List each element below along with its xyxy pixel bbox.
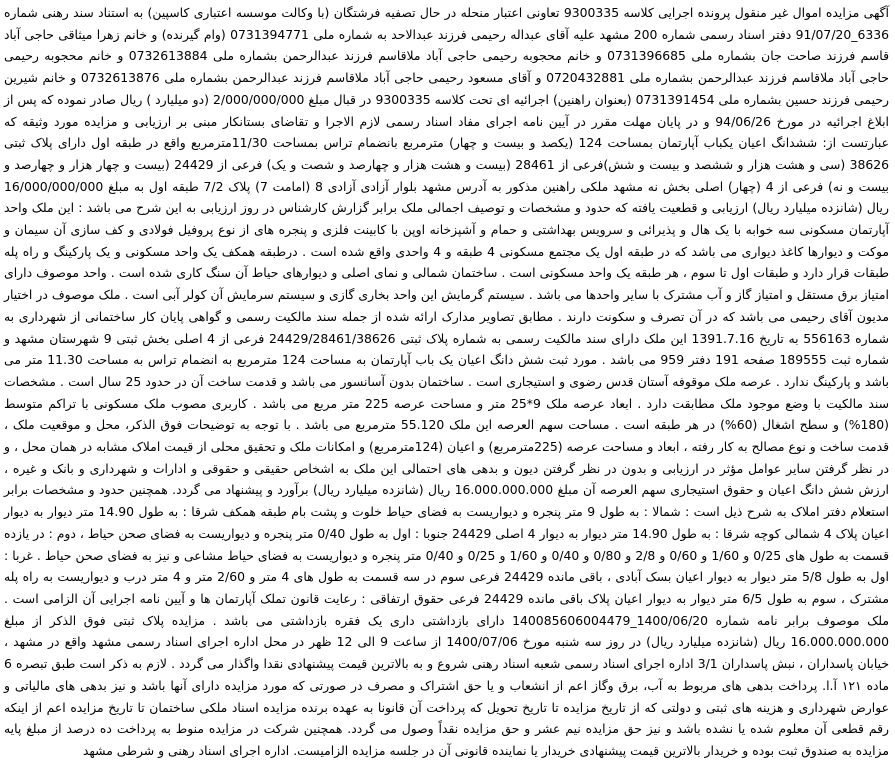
auction-notice-text: آگهی مزایده اموال غیر منقول پرونده اجرایی کلاسه 9300335 تعاونی اعتبار منحله در حال تصفیه فرشتگان (با وکالت موسسه اعتباری کاسپین) به استناد سند رهنی شماره 6336_91/07/20 دفتر اسناد رسمی شماره 200 مشهد علیه آقای عبداله رحیمی فرزند عبدالاحد به شماره ملی 0731394771 (وام گیرنده) و خانم زهرا میثاقی حاجی آباد قاسم فرزند صاحت جان بشماره ملی 0731396685 و خانم محجوبه رحیمی حاجی آباد ملاقاسم فرزند عبدالرحمن بشماره ملی 0732613884 و خانم محجوبه رحیمی حاجی آباد ملاقاسم فرزند عبدالرحمن بشماره ملی 0720432881 و آقای مسعود رحیمی حاجی آباد ملاقاسم فرزند عبدالرحمن بشماره ملی 0732613876 و خانم شیرین رحیمی فرزند حسین بشماره ملی 0731391454 (بعنوان راهنین) اجرائیه ای تحت کلاسه 9300335 در قبال مبلغ 2/000/000/000 (دو میلیارد ) ریال صادر نموده که پس از ابلاغ اجرائیه در مورخ 94/06/26 و در پایان مهلت مقرر در آیین نامه اجرای مفاد اسناد رسمی لازم الاجرا و تقاضای بستانکار مبنی بر ارزیابی و مزایده مورد وثیقه که عبارتست از: ششدانگ اعیان یکباب آپارتمان بمساحت 124 (یکصد و بیست و چهار) مترمربع بانضمام تراس بمساحت 11/30مترمربع واقع در طبقه اول دارای پلاک ثبتی 38626 (سی و هشت هزار و ششصد و بیست و شش)فرعی از 28461 (بیست و هشت هزار و چهارصد و شصت و یک) فرعی از 24429 (بیست و چهار هزار و چهارصد و بیست و نه) فرعی از 4 (چهار) اصلی بخش نه مشهد ملکی راهنین مذکور به آدرس مشهد بلوار آزادی آزادی 8 (امامت 7) پلاک 7/2 طبقه اول به مبلغ 16/000/000/000 ریال (شانزده میلیارد ریال) ارزیابی و قطعیت یافته که حدود و مشخصات و توصیف اجمالی ملک برابر گزارش کارشناس در روز ارزیابی به این شرح می باشد : این ملک واحد آپارتمان مسکونی سه خوابه با یک هال و پذیرائی و سرویس بهداشتی و حمام و آشپزخانه اوپن با کابینت فلزی و پنجره های از نوع پروفیل فولادی و کف سازی آن سیمان و موکت و دیوارها کاغذ دیواری می باشد که در طبقه اول یک مجتمع مسکونی 4 طبقه و 4 واحدی واقع شده است . درطبقه همکف یک واحد مسکونی و یک پارکینگ و راه پله طبقات قرار دارد و طبقات اول تا سوم ، هر طبقه یک واحد مسکونی است . ساختمان شمالی و نمای اصلی و دیوارهای حیاط آن سنگ کاری شده است . واحد موصوف دارای امتیاز برق مستقل و امتیاز گاز و آب مشترک با سایر واحدها می باشد . سیستم گرمایش این واحد بخاری گازی و سیستم سرمایش آن کولر آبی است . ملک موصوف در اختیار مدیون آقای رحیمی می باشد که در آن تصرف و سکونت دارند . مطابق تصاویر مدارک ارائه شده از جمله سند مالکیت رسمی و گواهی پایان کار ساختمانی از شهرداری به شماره 556163 به تاریخ 1391.7.16 این ملک دارای سند مالکیت رسمی به شماره پلاک ثبتی 24429/28461/38626 فرعی از 4 اصلی بخش ثبتی 9 شهرستان مشهد و شماره ثبت 189555 صفحه 191 دفتر 959 می باشد . مورد ثبت شش دانگ اعیان یک باب آپارتمان به مساحت 124 مترمربع به انضمام تراس به مساحت 11.30 متر می باشد و پارکینگ ندارد . عرصه ملک موقوفه آستان قدس رضوی و استیجاری است . ساختمان بدون آسانسور می باشد و قدمت ساخت آن در حدود 25 سال است . مشخصات سند مالکیت با وضع موجود ملک مطابقت دارد . ابعاد عرصه ملک 9*25 متر و مساحت عرصه 225 متر مربع می باشد . کاربری مصوب ملک مسکونی با تراکم متوسط (180%) و سطح اشغال (60%) در هر طبقه است . مساحت سهم العرصه این ملک 55.120 مترمربع می باشد . با توجه به توضیحات فوق الذکر، محل و موقعیت ملک ، قدمت ساخت و نوع مصالح به کار رفته ، ابعاد و مساحت عرصه (225مترمربع) و اعیان (124مترمربع) و امکانات ملک و تحقیق محلی از قیمت املاک مشابه در همان محل ، و در نظر گرفتن سایر عوامل مؤثر در ارزیابی و بدون در نظر گرفتن دیون و بدهی های احتمالی این ملک به اشخاص حقیقی و حقوقی و ادارات و شهرداری و بانک و غیره ، ارزش شش دانگ اعیان و حقوق استیجاری سهم العرصه آن مبلغ 16.000.000.000 ریال (شانزده میلیارد ریال) برآورد و پیشنهاد می گردد. همچنین حدود و مشخصات برابر استعلام دفتر املاک به شرح ذیل است : شمالا : به طول 9 متر پنجره و دیواریست به فضای حیاط خلوت و پشت بام طبقه همکف شرقا : به طول 14.90 متر دیوار به دیوار اعیان پلاک 4 شمالی کوچه شرقا : به طول 14.90 متر دیوار به دیوار 4 اصلی 24429 جنوبا : اول به طول 0/40 متر پنجره و دیواریست به فضای صحن حیاط ، دوم : در یازده قسمت به طول های 0/25 و 1/60 و 0/60 و 2/8 و 0/80 و 0/40 و 1/60 و 0/25 و 0/40 متر پنجره و دیواریست به فضای حیاط مشاعی و نیز به فضای صحن حیاط . غربا : اول به طول 5/8 متر دیوار به دیوار اعیان بسک آبادی ، باقی مانده 24429 فرعی سوم در سه قسمت به طول های 4 متر و 2/60 متر و 4 متر درب و دیواریست به راه پله مشترک ، سوم به طول 6/5 متر دیوار به دیوار اعیان پلاک باقی مانده 24429 فرعی حقوق ارتفاقی : رعایت قانون تملک آپارتمان ها و آیین نامه اجرایی آن الزامی است . ملک موصوف برابر نامه شماره 1400/06/20_140085606004479 دارای بازداشتی داری یک فقره بازداشتی می باشد . مزایده پلاک ثبتی فوق الذکر از مبلغ 16.000.000.000 ریال (شانزده میلیارد ریال) در روز سه شنبه مورخ 1400/07/06 از ساعت 9 الی 12 ظهر در محل اداره اجرای اسناد رسمی مشهد واقع در مشهد ، خیابان پاسداران ، نبش پاسداران 3/1 اداره اجرای اسناد رسمی شعبه اسناد رهنی شروع و به بالاترین قیمت پیشنهادی نقدا واگذار می گردد . لازم به ذکر است طبق تبصره 6 ماده ۱۲۱ آ.ا. پرداخت بدهی های مربوط به آب، برق وگاز اعم از انشعاب و یا حق اشتراک و مصرف در صورتی که مورد مزایده دارای آنها باشد و نیز بدهی های مالیاتی و عوارض شهرداری و هزینه های ثبتی و دولتی که از تاریخ مزایده تا تاریخ تحویل که پرداخت آن قانونا به عهده برنده مزایده اسناد ملکی ساختمان تا تاریخ مزایده اعم از اینکه رقم قطعی آن معلوم شده یا نشده باشد و نیز حق مزایده نیم عشر و حق مزایده نقداً وصول می گردد. همچنین شرکت در مزایده منوط به پرداخت ده درصد از مبلغ پایه مزایده به صندوق ثبت بوده و خریدار بالاترین قیمت پیشنهادی خریدار یا نماینده قانونی آن در جلسه مزایده الزامیست. اداره اجرای اسناد رهنی و شرطی مشهد [4, 5, 890, 758]
